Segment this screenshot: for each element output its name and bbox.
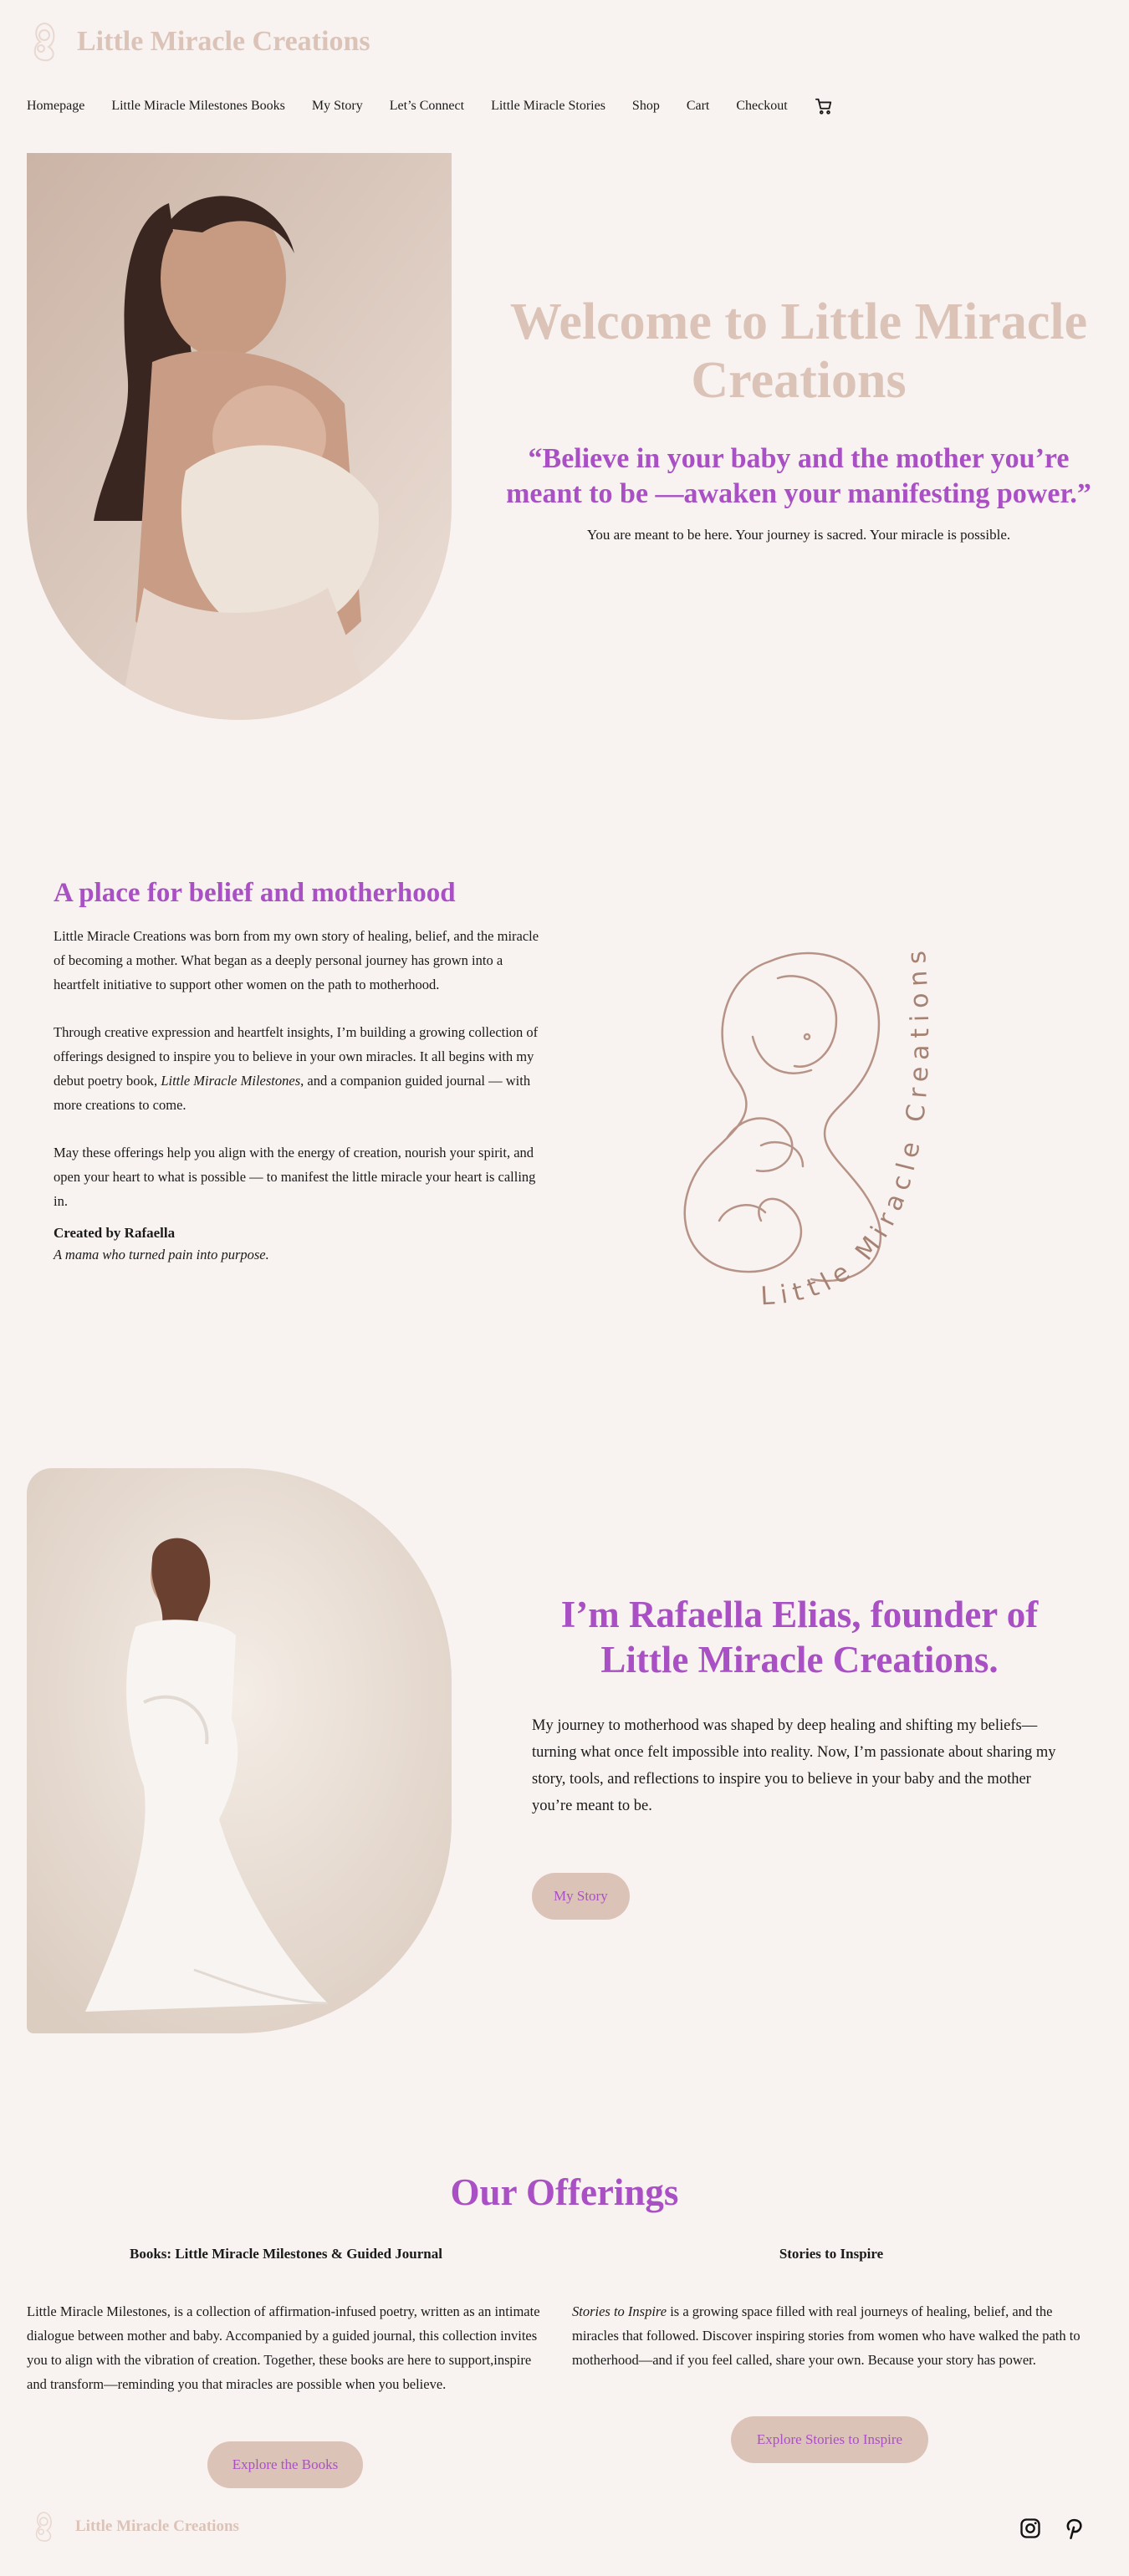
offering-stories-italic: Stories to Inspire — [572, 2303, 667, 2319]
hero-quote: “Believe in your baby and the mother you’re meant to be —awaken your manifesting power.” — [506, 443, 1091, 509]
logo-icon — [30, 2508, 59, 2545]
offering-books — [27, 2246, 545, 2396]
nav-cart[interactable]: Cart — [686, 99, 710, 113]
about-paragraph-3: May these offerings help you align with the energy of creation, nourish your spirit, and open your heart to what is possible — to manifest the little miracle your heart is calling in. — [54, 1145, 536, 1209]
site-logo[interactable] — [27, 18, 370, 65]
about-heading: A place for belief and motherhood — [54, 878, 456, 908]
footer-site-title[interactable]: Little Miracle Creations — [75, 2517, 239, 2535]
footer-logo[interactable] — [30, 2508, 239, 2545]
site-header — [0, 0, 1129, 142]
offerings-title: Our Offerings — [450, 2171, 679, 2213]
founder-text — [532, 1592, 1067, 1819]
logo-arc-text: Little Miracle Creations — [759, 942, 936, 1312]
cart-icon[interactable] — [815, 97, 833, 115]
hero-text — [502, 293, 1096, 543]
nav-homepage[interactable]: Homepage — [27, 99, 85, 113]
founder-body: My journey to motherhood was shaped by deep healing and shifting my beliefs—turning what once felt impossible into reality. Now, I’m passionate about sharing my story, tools, and reflections to inspire you to believe in your baby and the mother you’re meant to be. — [532, 1717, 1056, 1814]
nav-lets-connect[interactable]: Let’s Connect — [389, 99, 465, 113]
offering-stories-text: is a growing space filled with real journeys of healing, belief, and the miracles that followed. Discover inspiring stories from women who have walked the path to motherhood—and if you feel called, share your own. Because your story has power. — [572, 2303, 1080, 2368]
offering-books-body: Little Miracle Milestones, is a collection of affirmation-infused poetry, written as an intimate dialogue between mother and baby. Accompanied by a guided journal, this collection invites you to align with the vibration of creation. Together, these books are here to support,inspire and transform—reminding you that miracles are possible when you believe. — [27, 2303, 540, 2392]
offering-stories-heading: Stories to Inspire — [779, 2246, 884, 2262]
about-p2-text-end: , and a companion guided journal — with more creations to come. — [54, 1073, 531, 1113]
created-by: Created by Rafaella — [54, 1225, 176, 1241]
founder-maternity-photo — [27, 1468, 452, 2033]
pinterest-icon[interactable] — [1062, 2517, 1086, 2540]
about-paragraph-2 — [54, 1020, 547, 1117]
offering-stories-body — [572, 2299, 1091, 2372]
about-p2-book-title: Little Miracle Milestones — [161, 1073, 301, 1089]
hero-subtitle: You are meant to be here. Your journey is sacred. Your miracle is possible. — [586, 527, 1011, 543]
nav-miracle-stories[interactable]: Little Miracle Stories — [491, 99, 605, 113]
nav-my-story[interactable]: My Story — [311, 99, 363, 113]
main-nav — [27, 97, 833, 115]
nav-checkout[interactable]: Checkout — [736, 99, 788, 113]
brand-logo-illustration — [636, 870, 987, 1321]
offering-stories — [572, 2246, 1091, 2372]
offering-books-heading: Books: Little Miracle Milestones & Guided Journal — [130, 2246, 442, 2262]
about-paragraph-1: Little Miracle Creations was born from my own story of healing, belief, and the miracle of becoming a mother. What began as a deeply personal journey has grown into a heartfelt initiative to support other women on the path to motherhood. — [54, 928, 539, 992]
about-section — [54, 878, 547, 1263]
explore-books-button[interactable]: Explore the Books — [207, 2441, 363, 2488]
nav-milestones-books[interactable]: Little Miracle Milestones Books — [111, 99, 285, 113]
founder-title: I’m Rafaella Elias, founder of Little Miracle Creations. — [560, 1594, 1039, 1681]
creator-tagline: A mama who turned pain into purpose. — [54, 1247, 269, 1262]
logo-icon — [27, 18, 64, 65]
hero-mother-baby-photo — [27, 153, 452, 720]
instagram-icon[interactable] — [1019, 2517, 1042, 2540]
svg-text:Little Miracle Creations — [760, 943, 936, 1311]
my-story-button[interactable]: My Story — [532, 1873, 630, 1920]
nav-shop[interactable]: Shop — [631, 99, 660, 113]
explore-stories-button[interactable]: Explore Stories to Inspire — [731, 2416, 928, 2463]
about-p2-text: Through creative expression and heartfelt insights, I’m building a growing collection of offerings designed to inspire you to believe in your own miracles. It all begins with my debut poetry book, — [54, 1024, 539, 1089]
site-title[interactable]: Little Miracle Creations — [77, 26, 370, 57]
hero-title: Welcome to Little Miracle Creations — [509, 293, 1088, 409]
